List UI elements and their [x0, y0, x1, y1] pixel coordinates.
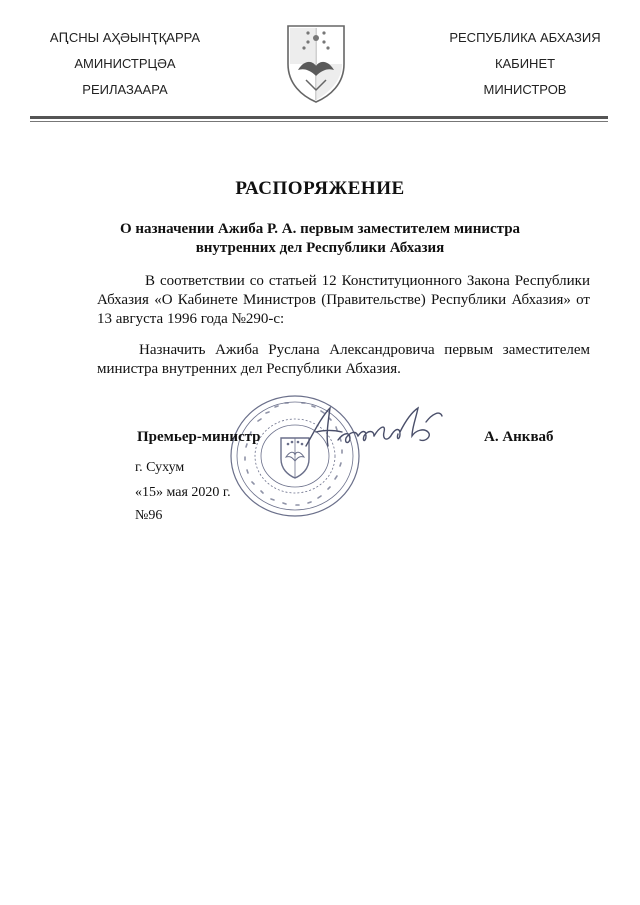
subject-line-2: внутренних дел Республики Абхазия — [195, 240, 445, 256]
issue-date: «15» мая 2020 г. — [135, 485, 231, 500]
header-left-line-2: АМИНИСТРЦӘА — [74, 56, 176, 71]
header-rule-thick — [30, 116, 608, 119]
signatory-name: А. Анкваб — [484, 429, 554, 445]
order-paragraph: Назначить Ажиба Руслана Александровича первым заместителем министра внутренних дел Республики Абхазия. — [97, 342, 590, 377]
issue-city: г. Сухум — [135, 460, 185, 475]
header-left-line-1: АԤСНЫ АҲӘЫНҬҚАРРА — [49, 30, 201, 45]
document-number: №96 — [135, 508, 163, 523]
preamble-paragraph: В соответствии со статьей 12 Конституционного Закона Республики Абхазия «О Кабинете Министров (Правительстве) Республики Абхазия» от 13 августа 1996 года №290-с: — [97, 273, 590, 327]
header-left-block — [30, 25, 220, 103]
document-subject — [100, 220, 540, 258]
subject-line-1: О назначении Ажиба Р. А. первым заместителем министра — [119, 221, 521, 237]
header-rule-thin — [30, 121, 608, 122]
header-right-line-3: МИНИСТРОВ — [483, 82, 567, 97]
header-right-line-1: РЕСПУБЛИКА АБХАЗИЯ — [449, 30, 601, 45]
handwritten-signature-icon — [300, 402, 448, 454]
state-emblem-icon — [284, 20, 348, 104]
signatory-title: Премьер-министр — [137, 429, 261, 445]
header-left-line-3: РЕИЛАЗААРА — [82, 82, 168, 97]
document-title: РАСПОРЯЖЕНИЕ — [235, 178, 405, 199]
header-right-line-2: КАБИНЕТ — [494, 56, 556, 71]
header-right-block — [440, 25, 610, 103]
